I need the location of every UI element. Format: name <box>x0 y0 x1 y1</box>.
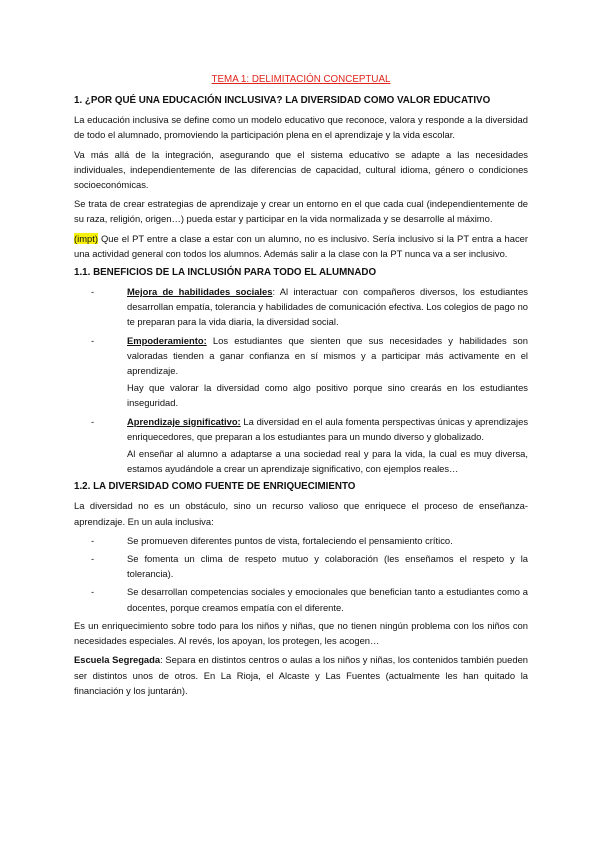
dash-bullet: - <box>91 586 95 598</box>
item-text: : Al interactuar con compañeros diversos, los estudiantes desarrollan empatía, tolerancia y habilidades de comunicación efectiva. Los colegios de pago no te preparan para la vida diaria, la diversidad social. <box>127 286 528 328</box>
list-item <box>91 414 528 477</box>
paragraph: La diversidad no es un obstáculo, sino un recurso valioso que enriquece el proceso de enseñanza-aprendizaje. En un aula inclusiva: <box>74 500 528 527</box>
paragraph: Va más allá de la integración, asegurando que el sistema educativo se adapte a las necesidades individuales, independientemente de las diferencias de capacidad, cultural idioma, género o condiciones socioeconómicas. <box>74 148 528 191</box>
item-extra: Al enseñar al alumno a adaptarse a una sociedad real y para la vida, la cual es muy diversa, estamos ayudándole a crear un aprendizaje significativo, con ejemplos reales… <box>127 448 528 475</box>
dash-bullet: - <box>91 415 95 427</box>
segregated-text: : Separa en distintos centros o aulas a los niños y niñas, los contenidos también pueden ser distintos unos de otros. En La Rioja, el Alcaste y Las Fuentes (actualmente les han quitado la financiación y los juntarán). <box>74 654 528 696</box>
item-extra: Hay que valorar la diversidad como algo positivo porque sino crearás en los estudiantes inseguridad. <box>127 382 528 409</box>
dash-bullet: - <box>91 553 95 565</box>
paragraph: La educación inclusiva se define como un modelo educativo que reconoce, valora y responde a la diversidad de todo el alumnado, promoviendo la participación plena en el aprendizaje y la vida escolar. <box>74 114 528 141</box>
paragraph: Es un enriquecimiento sobre todo para los niños y niñas, que no tienen ningún problema con los niños con necesidades especiales. Al revés, los apoyan, los protegen, les acogen… <box>74 619 528 647</box>
section-1-2-heading: 1.2. LA DIVERSIDAD COMO FUENTE DE ENRIQUECIMIENTO <box>74 481 356 493</box>
list-item <box>91 333 528 411</box>
dash-bullet: - <box>91 334 95 346</box>
impt-highlight: (impt) <box>74 232 98 244</box>
dash-bullet: - <box>91 286 95 298</box>
item-text: Se desarrollan competencias sociales y emocionales que benefician tanto a estudiantes como a docentes, porque creamos empatía con el diferente. <box>127 586 528 613</box>
item-term: Aprendizaje significativo: <box>127 415 241 427</box>
item-term: Mejora de habilidades sociales <box>127 286 273 298</box>
item-term: Empoderamiento: <box>127 334 207 346</box>
list-item <box>91 284 528 330</box>
important-note-text: Que el PT entre a clase a estar con un alumno, no es inclusivo. Sería inclusivo si la PT entra a hacer una actividad general con todos los alumnos. Además salir a la clase con la PT nunca va a ser inclusivo. <box>74 232 528 259</box>
benefits-list <box>74 284 528 476</box>
section-1-1-heading: 1.1. BENEFICIOS DE LA INCLUSIÓN PARA TODO EL ALUMNADO <box>74 267 377 279</box>
dash-bullet: - <box>91 534 95 546</box>
item-text: Se fomenta un clima de respeto mutuo y colaboración (les enseñamos el respeto y la tolerancia). <box>127 553 528 580</box>
enrichment-list <box>74 533 528 615</box>
segregated-term: Escuela Segregada <box>74 654 161 666</box>
paragraph: Se trata de crear estrategias de aprendizaje y crear un entorno en el que cada cual (independientemente de su raza, religión, origen…) pueda estar y participar en la vida normalizada y se desarrolle al máximo. <box>74 198 528 225</box>
list-item <box>91 551 528 581</box>
item-text: La diversidad en el aula fomenta perspectivas únicas y aprendizajes enriquecedores, que preparan a los estudiantes para un mundo diverso y globalizado. <box>127 415 529 442</box>
list-item <box>91 584 528 614</box>
section-1-heading: 1. ¿POR QUÉ UNA EDUCACIÓN INCLUSIVA? LA DIVERSIDAD COMO VALOR EDUCATIVO <box>74 95 491 107</box>
item-text: Los estudiantes que sienten que sus necesidades y habilidades son valoradas tienden a ganar confianza en sí mismos y a participar más activamente en el aprendizaje. <box>127 334 528 377</box>
item-text: Se promueven diferentes puntos de vista, fortaleciendo el pensamiento crítico. <box>127 534 453 546</box>
document-title: TEMA 1: DELIMITACIÓN CONCEPTUAL <box>211 74 391 85</box>
important-note <box>74 231 528 261</box>
segregated-school-paragraph <box>74 652 528 698</box>
list-item <box>91 533 528 548</box>
